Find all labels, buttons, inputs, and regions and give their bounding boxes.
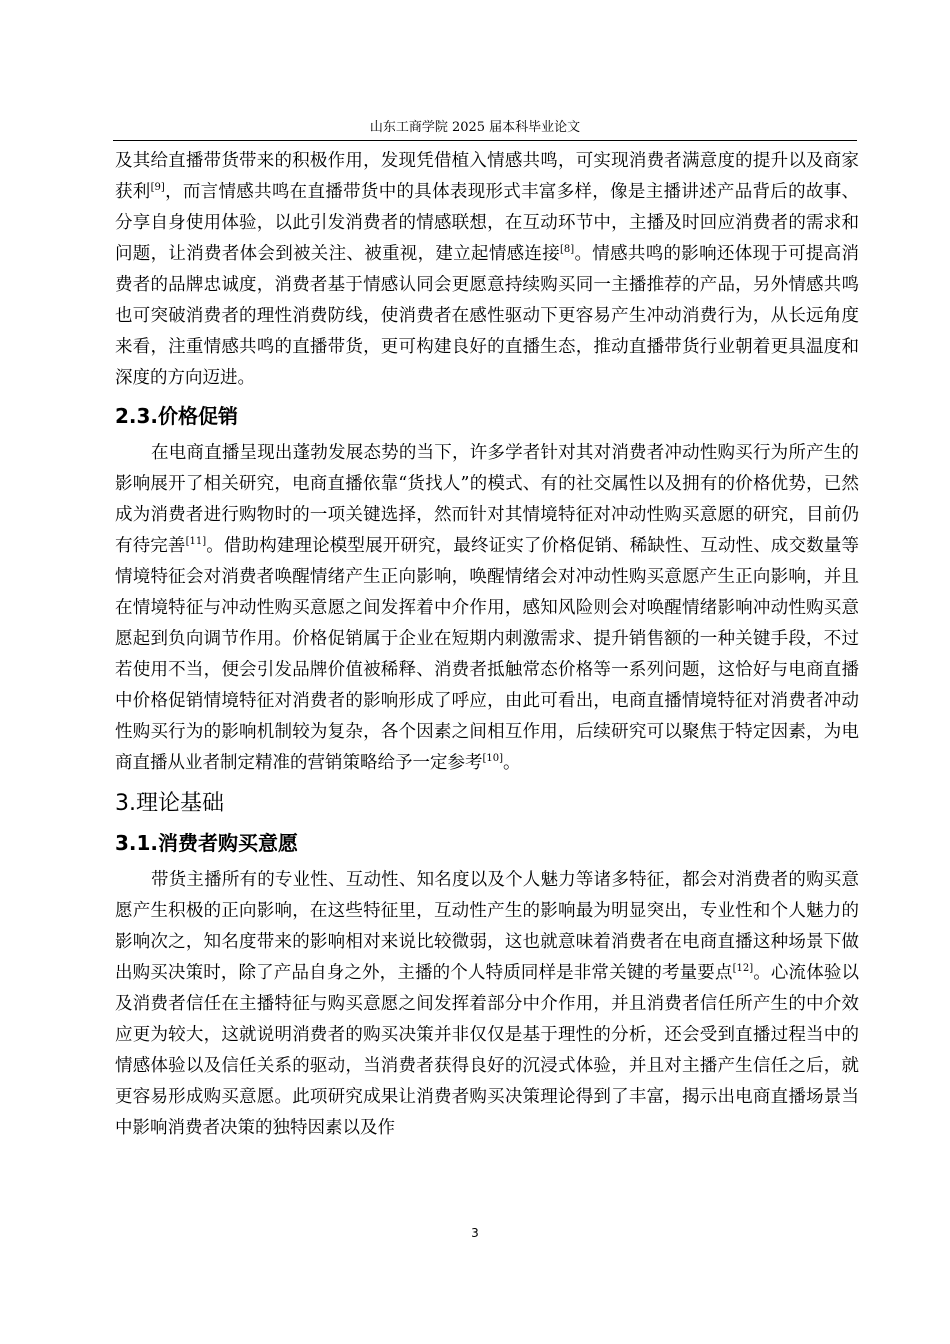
paragraph-text: 带货主播所有的专业性、互动性、知名度以及个人魅力等诸多特征，都会对消费者的购买意愿产生积极的正向影响，在这些特征里，互动性产生的影响最为明显突出，专业性和个人魅力的影响次之，知名度带来的影响相对来说比较微弱，这也就意味着消费者在电商直播这种场景下做出购买决策时，除了产品自身之外，主播的个人特质同样是非常关键的考量要点 <box>115 870 859 983</box>
paragraph-text: ，而言情感共鸣在直播带货中的具体表现形式丰富多样，像是主播讲述产品背后的故事、分享自身使用体验，以此引发消费者的情感联想，在互动环节中，主播及时回应消费者的需求和问题，让消费者体会到被关注、被重视，建立起情感连接 <box>115 182 860 264</box>
section-heading-2-3: 2.3.价格促销 <box>115 404 239 428</box>
header-rule <box>113 140 857 141</box>
section-heading-3-1: 3.1.消费者购买意愿 <box>115 831 299 855</box>
section-heading-3: 3.理论基础 <box>115 791 224 816</box>
paragraph-price-promotion <box>115 438 859 779</box>
paragraph-text: 。 <box>503 753 521 773</box>
citation: [10] <box>482 753 504 765</box>
paragraph-purchase-intention <box>115 865 859 1144</box>
citation: [12] <box>732 963 754 975</box>
paragraph-text: 。心流体验以及消费者信任在主播特征与购买意愿之间发挥着部分中介作用，并且消费者信任所产生的中介效应更为较大，这就说明消费者的购买决策并非仅仅是基于理性的分析，还会受到直播过程当中的情感体验以及信任关系的驱动，当消费者获得良好的沉浸式体验，并且对主播产生信任之后，就更容易形成购买意愿。此项研究成果让消费者购买决策理论得到了丰富，揭示出电商直播场景当中影响消费者决策的独特因素以及作 <box>115 963 859 1138</box>
citation: [11] <box>185 536 207 548</box>
page-number: 3 <box>471 1226 479 1240</box>
paragraph-text: 。借助构建理论模型展开研究，最终证实了价格促销、稀缺性、互动性、成交数量等情境特征会对消费者唤醒情绪产生正向影响，唤醒情绪会对冲动性购买意愿产生正向影响，并且在情境特征与冲动性购买意愿之间发挥着中介作用，感知风险则会对唤醒情绪影响冲动性购买意愿起到负向调节作用。价格促销属于企业在短期内刺激需求、提升销售额的一种关键手段，不过若使用不当，便会引发品牌价值被稀释、消费者抵触常态价格等一系列问题，这恰好与电商直播中价格促销情境特征对消费者的影响形成了呼应，由此可看出，电商直播情境特征对消费者冲动性购买行为的影响机制较为复杂，各个因素之间相互作用，后续研究可以聚焦于特定因素，为电商直播从业者制定精准的营销策略给予一定参考 <box>115 536 860 773</box>
paragraph-text: 在电商直播呈现出蓬勃发展态势的当下，许多学者针对其对消费者冲动性购买行为所产生的影响展开了相关研究，电商直播依靠“货找人”的模式、有的社交属性以及拥有的价格优势，已然成为消费者进行购物时的一项关键选择，然而针对其情境特征对冲动性购买意愿的研究，目前仍有待完善 <box>115 443 859 556</box>
citation: [8] <box>560 244 575 256</box>
paragraph-text: 及其给直播带货带来的积极作用，发现凭借植入情感共鸣，可实现消费者满意度的提升以及商家获利 <box>115 151 859 202</box>
running-header: 山东工商学院 2025 届本科毕业论文 <box>369 120 581 135</box>
paragraph-text: 。情感共鸣的影响还体现于可提高消费者的品牌忠诚度，消费者基于情感认同会更愿意持续购买同一主播推荐的产品，另外情感共鸣也可突破消费者的理性消费防线，使消费者在感性驱动下更容易产生冲动消费行为，从长远角度来看，注重情感共鸣的直播带货，更可构建良好的直播生态，推动直播带货行业朝着更具温度和深度的方向迈进。 <box>115 244 859 388</box>
paragraph-emotional-resonance <box>115 146 859 394</box>
citation: [9] <box>150 182 165 194</box>
page-content <box>115 146 859 1144</box>
